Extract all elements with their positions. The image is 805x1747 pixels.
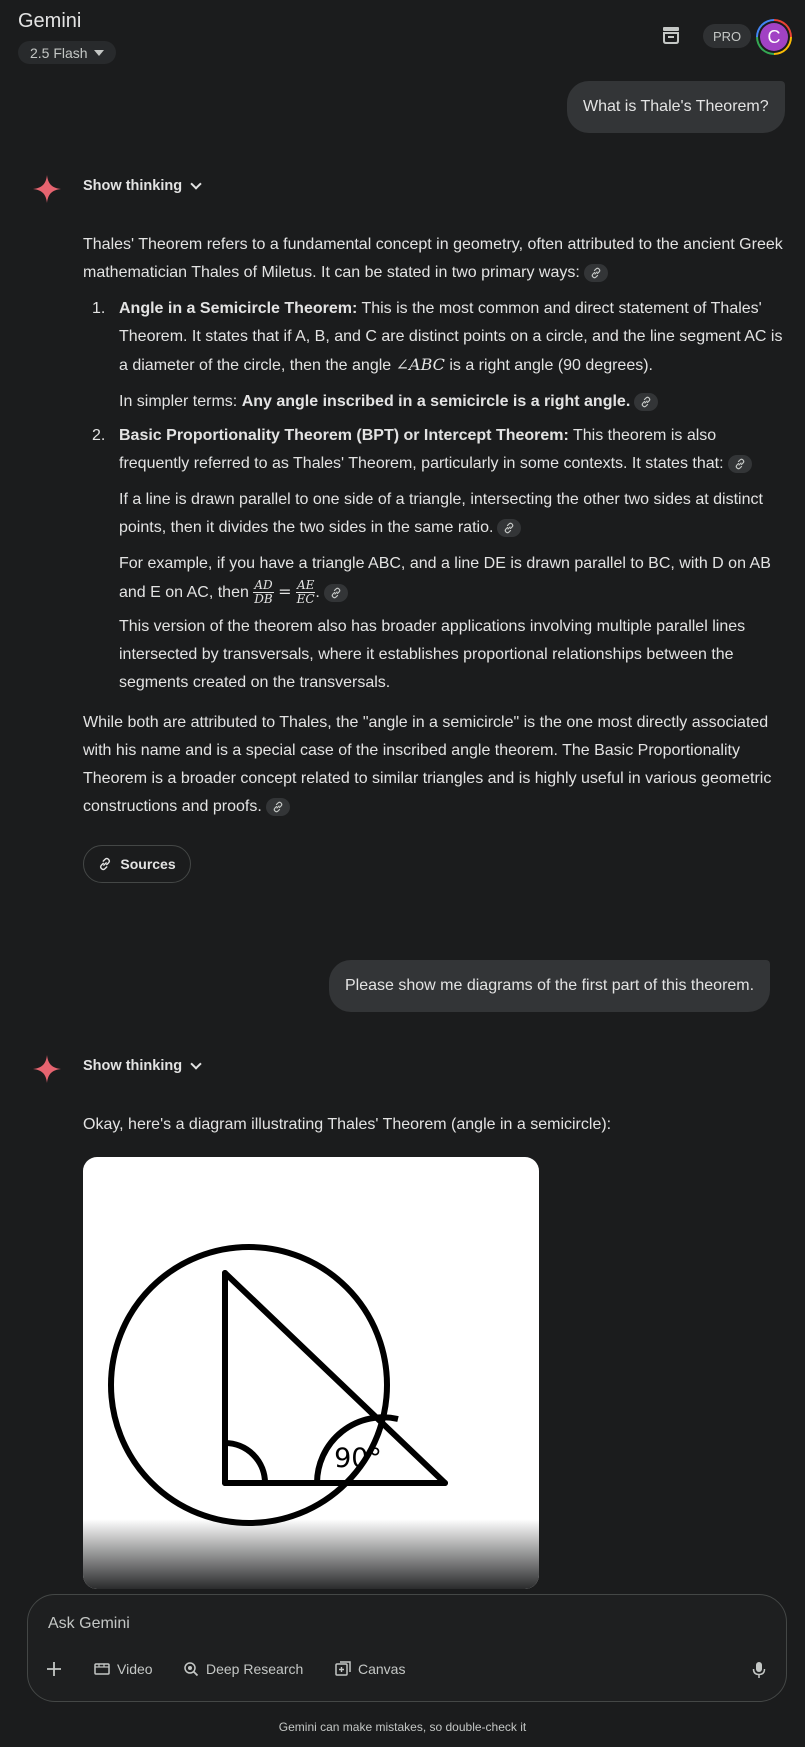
deep-research-icon xyxy=(183,1661,199,1677)
chevron-down-icon xyxy=(190,1058,201,1069)
response-intro-text: Thales' Theorem refers to a fundamental concept in geometry, often attributed to the ancient Greek mathematician Thales of Miletus. It can be stated in two primary ways: xyxy=(83,236,783,281)
source-link-icon[interactable] xyxy=(497,519,521,537)
angle-label: 90° xyxy=(334,1443,382,1474)
avatar-initial: C xyxy=(760,23,788,51)
plus-icon xyxy=(46,1661,62,1677)
source-link-icon[interactable] xyxy=(634,393,658,411)
user-message-bubble xyxy=(329,960,770,1012)
caret-down-icon xyxy=(94,50,104,56)
fraction-denominator: EC xyxy=(296,592,315,607)
conclusion-text: While both are attributed to Thales, the "angle in a semicircle" is the one most directly associated with his name and is a special case of the inscribed angle theorem. The Basic Proportionality Theorem is a broader concept related to similar triangles and is highly useful in various geometric constructions and proofs. xyxy=(83,714,772,815)
item-paragraph: This version of the theorem also has broader applications involving multiple parallel lines intersected by transversals, where it establishes proportional relationships between the segments created on the transversals. xyxy=(119,618,746,691)
fraction-numerator: AE xyxy=(296,578,315,593)
show-thinking-toggle[interactable] xyxy=(83,178,200,194)
item-text: This theorem is also frequently referred to as Thales' Theorem, particularly in some contexts. It states that: xyxy=(119,427,724,472)
source-link-icon[interactable] xyxy=(324,584,348,602)
equals-sign: = xyxy=(278,582,292,601)
item-title: Angle in a Semicircle Theorem: xyxy=(119,300,358,317)
fraction-ad-db xyxy=(253,579,273,606)
user-message-text: What is Thale's Theorem? xyxy=(583,98,769,115)
response-body xyxy=(83,231,783,821)
user-message-bubble xyxy=(567,81,785,133)
show-thinking-toggle[interactable] xyxy=(83,1058,200,1074)
top-bar xyxy=(0,0,805,70)
list-item xyxy=(83,295,783,416)
video-tool-button[interactable] xyxy=(94,1661,153,1677)
item-paragraph: For example, if you have a triangle ABC, and a line DE is drawn parallel to BC, with D on AB and E on AC, then xyxy=(119,555,771,601)
gemini-sparkle-icon xyxy=(32,174,62,204)
item-text: This is the most common and direct statement of Thales' Theorem. It states that if A, B, and C are distinct points on a circle, and the line segment AC is a diameter of the circle, then the angle xyxy=(119,300,783,374)
item-paragraph: If a line is drawn parallel to one side of a triangle, intersecting the other two sides at distinct points, then it divides the two sides in the same ratio. xyxy=(119,491,763,536)
add-button[interactable] xyxy=(46,1661,62,1677)
show-thinking-label: Show thinking xyxy=(83,1058,183,1074)
angle-math: ∠ABC xyxy=(395,355,445,374)
fraction-numerator: AD xyxy=(254,578,273,593)
gemini-sparkle-icon xyxy=(32,1054,62,1084)
video-tool-label: Video xyxy=(117,1661,153,1677)
simple-prefix: In simpler terms: xyxy=(119,393,242,410)
temporary-chat-icon[interactable] xyxy=(660,24,682,46)
item-text: is a right angle (90 degrees). xyxy=(444,357,653,374)
deep-research-tool-button[interactable] xyxy=(183,1661,303,1677)
video-icon xyxy=(94,1662,110,1676)
microphone-icon[interactable] xyxy=(752,1661,766,1679)
show-thinking-label: Show thinking xyxy=(83,178,183,194)
canvas-icon xyxy=(335,1661,351,1677)
response-intro xyxy=(83,231,783,287)
item-title: Basic Proportionality Theorem (BPT) or Intercept Theorem: xyxy=(119,427,569,444)
fraction-denominator: DB xyxy=(254,592,273,607)
canvas-tool-label: Canvas xyxy=(358,1661,406,1677)
app-title: Gemini xyxy=(18,10,82,32)
user-message-text: Please show me diagrams of the first part of this theorem. xyxy=(345,977,755,994)
image-fade-overlay xyxy=(83,1519,539,1589)
avatar-ring xyxy=(758,21,790,53)
pro-badge[interactable]: PRO xyxy=(703,24,751,48)
disclaimer: Gemini can make mistakes, so double-check it xyxy=(278,1720,527,1734)
source-link-icon[interactable] xyxy=(266,798,290,816)
model-label: 2.5 Flash xyxy=(30,44,88,61)
avatar[interactable] xyxy=(756,19,792,55)
chevron-down-icon xyxy=(190,178,201,189)
simple-statement: Any angle inscribed in a semicircle is a right angle. xyxy=(241,393,631,410)
sources-button[interactable] xyxy=(83,845,191,883)
canvas-tool-button[interactable] xyxy=(335,1661,405,1677)
list-item xyxy=(83,422,783,697)
source-link-icon[interactable] xyxy=(728,455,752,473)
diagram-image[interactable] xyxy=(83,1157,539,1589)
prompt-input[interactable] xyxy=(48,1615,748,1633)
response-conclusion xyxy=(83,709,783,821)
link-icon xyxy=(98,857,112,871)
model-selector[interactable] xyxy=(18,41,116,64)
response-intro: Okay, here's a diagram illustrating Thales' Theorem (angle in a semicircle): xyxy=(83,1116,612,1133)
period: . xyxy=(315,584,320,601)
fraction-ae-ec xyxy=(296,579,315,606)
list-number: 1. xyxy=(92,300,106,317)
list-number: 2. xyxy=(92,427,106,444)
prompt-composer xyxy=(27,1594,787,1702)
source-link-icon[interactable] xyxy=(584,264,608,282)
sources-label: Sources xyxy=(120,856,176,872)
deep-research-tool-label: Deep Research xyxy=(206,1661,304,1677)
